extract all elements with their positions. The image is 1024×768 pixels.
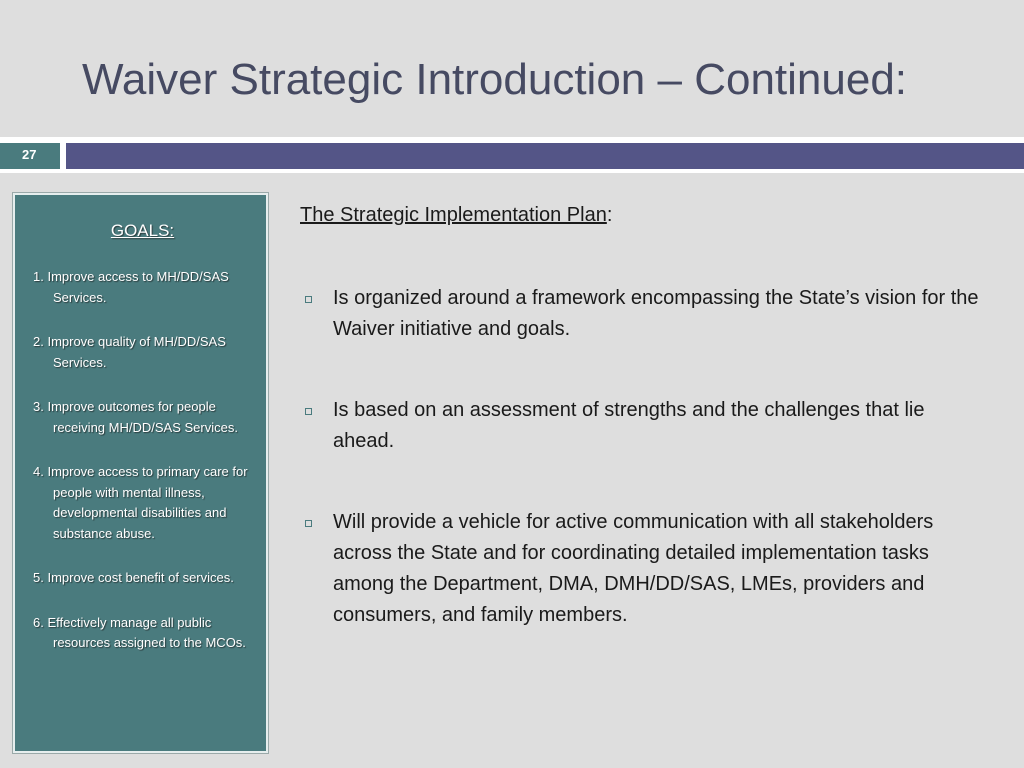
square-bullet-icon bbox=[305, 520, 312, 527]
plan-bullet-text: Will provide a vehicle for active communication with all stakeholders across the State and for coordinating detailed implementation tasks among the Department, DMA, DMH/DD/SAS, LMEs, providers and consumers, and family members. bbox=[333, 511, 934, 626]
square-bullet-icon bbox=[305, 296, 312, 303]
plan-heading-text: The Strategic Implementation Plan bbox=[300, 204, 607, 226]
plan-bullet-text: Is based on an assessment of strengths and the challenges that lie ahead. bbox=[333, 399, 925, 452]
goals-heading: GOALS: bbox=[110, 221, 175, 240]
plan-bullet-list bbox=[300, 283, 990, 631]
plan-bullet bbox=[300, 507, 990, 631]
plan-bullet bbox=[300, 283, 990, 345]
goal-item: 5. Improve cost benefit of services. bbox=[33, 570, 234, 585]
accent-bar bbox=[66, 143, 1024, 169]
plan-heading bbox=[300, 200, 990, 230]
goal-item: 6. Effectively manage all public resources assigned to the MCOs. bbox=[33, 614, 246, 650]
goal-item: 4. Improve access to primary care for people with mental illness, developmental disabilities and substance abuse. bbox=[33, 464, 248, 541]
main-content bbox=[300, 200, 990, 631]
square-bullet-icon bbox=[305, 408, 312, 415]
goals-panel bbox=[13, 193, 268, 753]
slide-title: Waiver Strategic Introduction – Continued: bbox=[82, 55, 908, 104]
plan-heading-colon: : bbox=[606, 204, 613, 226]
plan-bullet-text: Is organized around a framework encompassing the State’s vision for the Waiver initiative and goals. bbox=[333, 287, 979, 340]
slide-number: 27 bbox=[0, 143, 60, 169]
goal-item: 3. Improve outcomes for people receiving MH/DD/SAS Services. bbox=[33, 399, 238, 435]
goal-item: 1. Improve access to MH/DD/SAS Services. bbox=[33, 269, 229, 305]
plan-bullet bbox=[300, 395, 990, 457]
goal-item: 2. Improve quality of MH/DD/SAS Services. bbox=[33, 334, 226, 370]
